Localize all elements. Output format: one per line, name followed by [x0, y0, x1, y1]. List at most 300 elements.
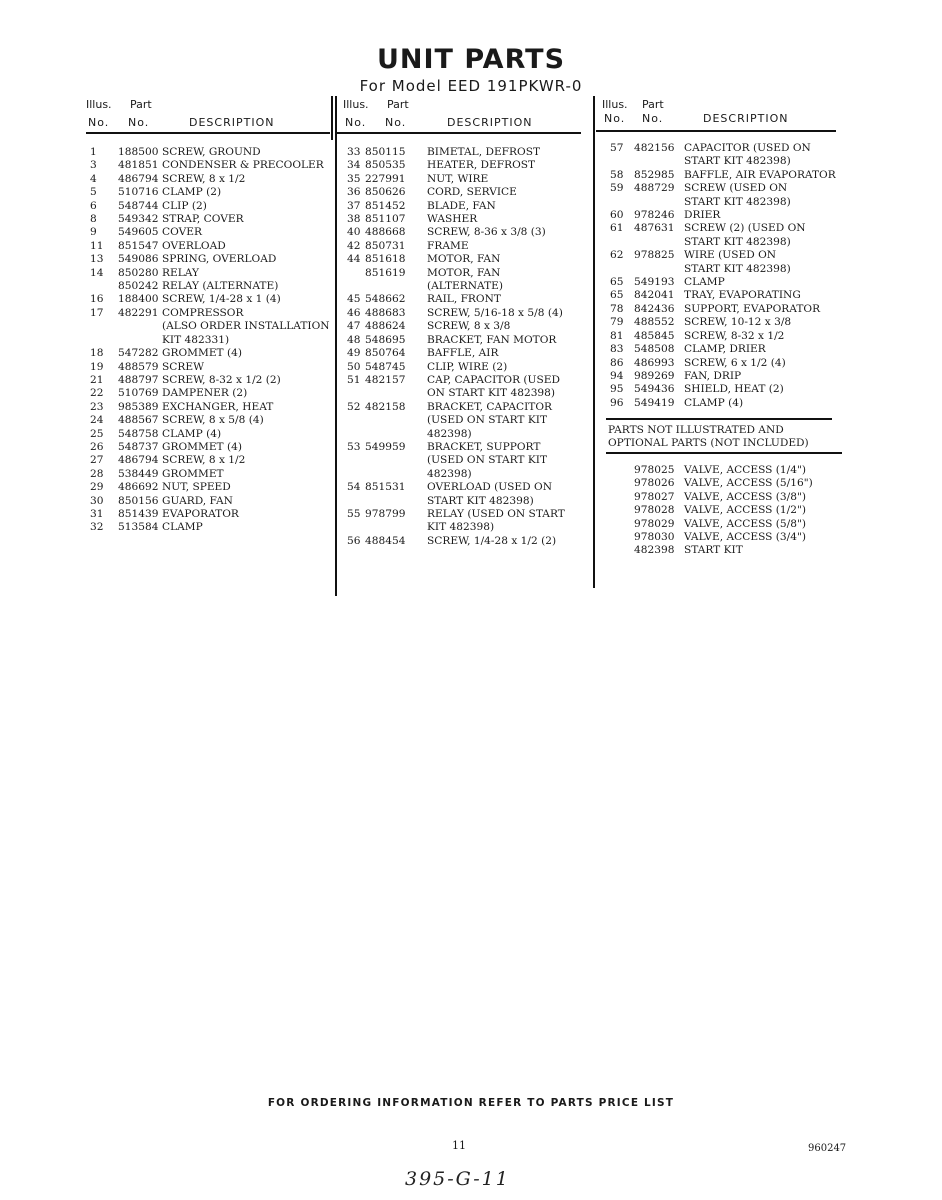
part-description: STRAP, COVER — [162, 213, 244, 226]
part-row — [86, 454, 332, 467]
illus-no-header: No. — [345, 116, 367, 129]
part-description: WASHER — [427, 213, 478, 226]
optional-parts-note: PARTS NOT ILLUSTRATED AND OPTIONAL PARTS (NOT INCLUDED) — [608, 424, 809, 450]
part-number: 851618 — [365, 253, 406, 266]
illus-number: 79 — [610, 316, 624, 329]
part-description: SCREW, 6 x 1/2 (4) — [684, 356, 786, 369]
part-number: 978029 — [634, 517, 675, 530]
illus-number: 17 — [90, 306, 104, 319]
part-row — [343, 481, 583, 508]
part-description: CLIP, WIRE (2) — [427, 360, 508, 373]
column-divider — [335, 96, 337, 596]
part-description: VALVE, ACCESS (3/8") — [684, 490, 806, 503]
optional-note-rule — [606, 452, 842, 454]
part-description: CAP, CAPACITOR (USED ON START KIT 482398) — [427, 373, 560, 400]
column-header — [86, 96, 332, 132]
illus-number: 33 — [347, 146, 361, 158]
illus-number: 34 — [347, 159, 361, 172]
column-header — [343, 96, 583, 132]
part-row — [86, 186, 332, 199]
description-header: DESCRIPTION — [447, 116, 533, 129]
part-number: 851107 — [365, 213, 406, 226]
part-row — [86, 508, 332, 521]
part-description: SCREW, 8 x 3/8 — [427, 320, 511, 333]
parts-column-1 — [86, 96, 332, 534]
part-row — [602, 169, 842, 182]
part-description: DAMPENER (2) — [162, 387, 248, 400]
part-number: 978027 — [634, 490, 675, 503]
part-row — [343, 441, 583, 481]
part-number: 850280 — [118, 266, 159, 279]
illus-number: 53 — [347, 440, 361, 453]
part-row — [343, 240, 583, 253]
part-number: 482156 — [634, 142, 675, 154]
part-row — [343, 146, 583, 159]
part-row — [343, 200, 583, 213]
part-description: BAFFLE, AIR — [427, 347, 499, 360]
part-row — [343, 307, 583, 320]
part-number: 549436 — [634, 383, 675, 396]
parts-rows — [86, 146, 332, 535]
illus-number: 36 — [347, 186, 361, 199]
part-number: 482158 — [365, 400, 406, 413]
part-description: SCREW (USED ON START KIT 482398) — [684, 182, 791, 208]
part-number: 978030 — [634, 531, 675, 544]
part-description: GROMMET (4) — [162, 347, 242, 360]
part-description: SCREW, 8-32 x 1/2 — [684, 329, 785, 342]
part-row — [602, 397, 842, 410]
part-number: 538449 — [118, 467, 159, 480]
part-description: SPRING, OVERLOAD — [162, 253, 277, 266]
illus-number: 23 — [90, 400, 104, 413]
illus-number: 40 — [347, 226, 361, 239]
part-description: FRAME — [427, 239, 469, 252]
part-description: SCREW (2) (USED ON START KIT 482398) — [684, 222, 806, 248]
part-description: VALVE, ACCESS (5/8") — [684, 517, 806, 530]
part-number: 482291 — [118, 306, 159, 319]
parts-rows — [602, 142, 842, 410]
illus-number: 24 — [90, 414, 104, 427]
part-row — [343, 186, 583, 199]
part-number: 851439 — [118, 507, 159, 520]
part-number: 851531 — [365, 481, 406, 494]
part-row — [86, 173, 332, 186]
part-number: 488729 — [634, 182, 675, 195]
part-number: 485845 — [634, 329, 675, 342]
illus-number: 96 — [610, 396, 624, 409]
part-row — [86, 401, 332, 414]
part-row — [343, 159, 583, 172]
part-description: NUT, SPEED — [162, 481, 231, 494]
illus-number: 65 — [610, 276, 624, 289]
part-row — [86, 347, 332, 360]
part-number: 549419 — [634, 396, 675, 409]
part-description: SHIELD, HEAT (2) — [684, 383, 784, 396]
part-number: 486794 — [118, 454, 159, 467]
part-number: 852985 — [634, 168, 675, 181]
illus-number: 52 — [347, 400, 361, 413]
illus-number: 35 — [347, 172, 361, 185]
part-number: 548662 — [365, 293, 406, 306]
part-row — [86, 146, 332, 159]
part-no-header: No. — [385, 116, 407, 129]
illus-number: 38 — [347, 213, 361, 226]
part-number: 486993 — [634, 356, 675, 369]
part-number: 850115 — [365, 146, 406, 158]
illus-number: 83 — [610, 343, 624, 356]
illus-number: 51 — [347, 373, 361, 386]
illus-number: 59 — [610, 182, 624, 195]
parts-rows — [343, 146, 583, 548]
part-no-header: No. — [128, 116, 150, 129]
part-row — [343, 213, 583, 226]
illus-number: 11 — [90, 239, 104, 252]
part-description: SCREW, 10-12 x 3/8 — [684, 316, 792, 329]
part-number: 978025 — [634, 464, 675, 476]
part-row — [602, 276, 842, 289]
optional-part-row — [602, 531, 842, 544]
part-row — [86, 387, 332, 400]
part-header: Part — [642, 98, 664, 111]
illus-number: 27 — [90, 454, 104, 467]
part-number: 978028 — [634, 504, 675, 517]
part-description: SCREW, 8-32 x 1/2 (2) — [162, 373, 281, 386]
part-row — [343, 508, 583, 535]
illus-number: 18 — [90, 347, 104, 360]
part-number: 842436 — [634, 302, 675, 315]
part-description: SCREW, 8 x 1/2 — [162, 454, 246, 467]
part-row — [86, 468, 332, 481]
document-number: 960247 — [808, 1143, 847, 1154]
part-description: SCREW, 1/4-28 x 1/2 (2) — [427, 534, 557, 547]
part-description: GUARD, FAN — [162, 494, 233, 507]
illus-number: 16 — [90, 293, 104, 306]
illus-number: 57 — [610, 142, 624, 154]
illus-number: 46 — [347, 306, 361, 319]
header-rule — [86, 132, 330, 134]
part-number: 487631 — [634, 222, 675, 235]
part-description: CLAMP — [162, 521, 203, 534]
illus-number: 48 — [347, 333, 361, 346]
part-description: OVERLOAD — [162, 239, 226, 252]
part-number: 510716 — [118, 186, 159, 199]
part-row — [343, 374, 583, 401]
part-number: 488552 — [634, 316, 675, 329]
part-description: GROMMET (4) — [162, 440, 242, 453]
part-row — [86, 293, 332, 306]
part-row — [602, 209, 842, 222]
part-number: 548745 — [365, 360, 406, 373]
part-number: 851547 — [118, 239, 159, 252]
part-row — [343, 226, 583, 239]
optional-part-row — [602, 464, 842, 477]
column-header — [602, 96, 842, 132]
illus-number: 5 — [90, 186, 97, 199]
part-description: COVER — [162, 226, 202, 239]
illus-number: 8 — [90, 213, 97, 226]
illus-number: 14 — [90, 266, 104, 279]
page-number: 11 — [452, 1139, 466, 1152]
part-description: RELAY (USED ON START KIT 482398) — [427, 507, 565, 534]
illus-header: Illus. — [86, 98, 112, 111]
header-rule — [335, 132, 581, 134]
illus-number: 47 — [347, 320, 361, 333]
part-row — [86, 428, 332, 441]
part-number: 850731 — [365, 239, 406, 252]
column-divider — [331, 96, 333, 140]
part-row — [86, 253, 332, 266]
part-description: CLAMP (4) — [162, 427, 222, 440]
illus-number: 55 — [347, 507, 361, 520]
illus-number: 25 — [90, 427, 104, 440]
part-description: CLAMP, DRIER — [684, 343, 766, 356]
part-row — [602, 303, 842, 316]
part-row — [602, 343, 842, 356]
parts-column-3 — [602, 96, 842, 557]
part-row — [343, 320, 583, 333]
optional-part-row — [602, 518, 842, 531]
illus-number: 9 — [90, 226, 97, 239]
part-description: RELAY (ALTERNATE) — [162, 280, 279, 293]
description-header: DESCRIPTION — [703, 112, 789, 125]
illus-number: 62 — [610, 249, 624, 262]
part-description: EVAPORATOR — [162, 507, 239, 520]
illus-no-header: No. — [604, 112, 626, 125]
part-description: BLADE, FAN — [427, 199, 496, 212]
part-number: 989269 — [634, 369, 675, 382]
part-description: BRACKET, FAN MOTOR — [427, 333, 557, 346]
part-number: 488797 — [118, 373, 159, 386]
part-description: HEATER, DEFROST — [427, 159, 536, 172]
parts-column-2 — [343, 96, 583, 547]
illus-number: 81 — [610, 329, 624, 342]
part-number: 549086 — [118, 253, 159, 266]
part-number: 549959 — [365, 440, 406, 453]
part-row — [86, 441, 332, 454]
part-number: 842041 — [634, 289, 675, 302]
part-row — [602, 182, 842, 209]
part-description: CLIP (2) — [162, 199, 207, 212]
part-description: BIMETAL, DEFROST — [427, 146, 541, 158]
part-row — [343, 361, 583, 374]
part-number: 548737 — [118, 440, 159, 453]
part-number: 548758 — [118, 427, 159, 440]
part-description: CLAMP (4) — [684, 396, 744, 409]
part-number: 481851 — [118, 159, 159, 172]
part-number: 549605 — [118, 226, 159, 239]
part-description: SCREW, 5/16-18 x 5/8 (4) — [427, 306, 563, 319]
part-description: RAIL, FRONT — [427, 293, 501, 306]
part-description: RELAY — [162, 266, 199, 279]
part-row — [86, 521, 332, 534]
illus-number: 26 — [90, 440, 104, 453]
part-description: SCREW, 1/4-28 x 1 (4) — [162, 293, 281, 306]
part-description: CAPACITOR (USED ON START KIT 482398) — [684, 142, 811, 168]
illus-number: 56 — [347, 534, 361, 547]
part-number: 548508 — [634, 343, 675, 356]
part-number: 850535 — [365, 159, 406, 172]
illus-number: 22 — [90, 387, 104, 400]
part-number: 488683 — [365, 306, 406, 319]
part-description: VALVE, ACCESS (1/2") — [684, 504, 806, 517]
part-row — [86, 374, 332, 387]
part-description: VALVE, ACCESS (5/16") — [684, 477, 813, 490]
part-description: SCREW, GROUND — [162, 146, 261, 158]
illus-number: 60 — [610, 209, 624, 222]
part-row — [86, 226, 332, 239]
part-description: BAFFLE, AIR EVAPORATOR — [684, 168, 836, 181]
part-row — [602, 222, 842, 249]
part-description: GROMMET — [162, 467, 224, 480]
part-row — [602, 142, 842, 169]
illus-number: 6 — [90, 199, 97, 212]
part-row — [602, 316, 842, 329]
part-number: 227991 — [365, 172, 406, 185]
part-row — [86, 414, 332, 427]
part-row — [343, 293, 583, 306]
part-number: 488668 — [365, 226, 406, 239]
part-number: 850626 — [365, 186, 406, 199]
illus-number: 4 — [90, 172, 97, 185]
part-number: 188500 — [118, 146, 159, 158]
part-number: 549342 — [118, 213, 159, 226]
part-number: 850242 — [118, 280, 159, 293]
illus-header: Illus. — [343, 98, 369, 111]
description-header: DESCRIPTION — [189, 116, 275, 129]
part-number: 488454 — [365, 534, 406, 547]
part-row — [86, 280, 332, 293]
illus-number: 31 — [90, 507, 104, 520]
part-description: DRIER — [684, 209, 721, 222]
illus-number: 49 — [347, 347, 361, 360]
part-row — [86, 240, 332, 253]
illus-number: 78 — [610, 302, 624, 315]
model-subtitle: For Model EED 191PKWR-0 — [359, 77, 583, 95]
part-number: 482398 — [634, 544, 675, 557]
illus-number: 30 — [90, 494, 104, 507]
part-number: 510769 — [118, 387, 159, 400]
illus-number: 13 — [90, 253, 104, 266]
part-row — [343, 267, 583, 294]
part-number: 985389 — [118, 400, 159, 413]
illus-number: 86 — [610, 356, 624, 369]
illus-number: 21 — [90, 373, 104, 386]
part-description: BRACKET, CAPACITOR (USED ON START KIT 482398) — [427, 400, 552, 440]
illus-number: 3 — [90, 159, 97, 172]
illus-no-header: No. — [88, 116, 110, 129]
part-description: MOTOR, FAN (ALTERNATE) — [427, 266, 504, 293]
illus-number: 95 — [610, 383, 624, 396]
part-description: CLAMP — [684, 276, 725, 289]
illus-number: 54 — [347, 481, 361, 494]
handwritten-note: 395-G-11 — [405, 1168, 510, 1190]
optional-part-row — [602, 544, 842, 557]
part-description: SCREW — [162, 360, 204, 373]
part-number: 482157 — [365, 373, 406, 386]
part-description: BRACKET, SUPPORT (USED ON START KIT 482398) — [427, 440, 548, 480]
part-row — [343, 535, 583, 548]
part-description: CLAMP (2) — [162, 186, 222, 199]
optional-parts-rows — [602, 464, 842, 558]
part-row — [602, 330, 842, 343]
header-rule — [596, 130, 836, 132]
part-number: 851452 — [365, 199, 406, 212]
part-number: 978799 — [365, 507, 406, 520]
illus-number: 1 — [90, 146, 97, 158]
part-description: CORD, SERVICE — [427, 186, 517, 199]
part-row — [86, 361, 332, 374]
part-row — [86, 267, 332, 280]
part-no-header: No. — [642, 112, 664, 125]
part-description: NUT, WIRE — [427, 172, 489, 185]
part-description: VALVE, ACCESS (1/4") — [684, 464, 806, 476]
part-description: START KIT — [684, 544, 743, 557]
part-number: 850156 — [118, 494, 159, 507]
illus-number: 28 — [90, 467, 104, 480]
part-description: TRAY, EVAPORATING — [684, 289, 801, 302]
illus-number: 29 — [90, 481, 104, 494]
part-row — [602, 357, 842, 370]
part-row — [602, 289, 842, 302]
part-row — [343, 334, 583, 347]
part-row — [343, 401, 583, 441]
part-header: Part — [130, 98, 152, 111]
part-row — [86, 213, 332, 226]
part-row — [343, 347, 583, 360]
part-description: OVERLOAD (USED ON START KIT 482398) — [427, 481, 552, 507]
illus-number: 44 — [347, 253, 361, 266]
illus-number: 65 — [610, 289, 624, 302]
illus-number: 32 — [90, 521, 104, 534]
column-divider — [593, 96, 595, 588]
part-row — [602, 370, 842, 383]
part-description: SUPPORT, EVAPORATOR — [684, 302, 821, 315]
part-row — [86, 307, 332, 347]
part-description: EXCHANGER, HEAT — [162, 400, 274, 413]
illus-number: 50 — [347, 360, 361, 373]
part-number: 488624 — [365, 320, 406, 333]
illus-number: 61 — [610, 222, 624, 235]
part-row — [86, 481, 332, 494]
optional-part-row — [602, 504, 842, 517]
part-number: 851619 — [365, 266, 406, 279]
part-header: Part — [387, 98, 409, 111]
part-number: 513584 — [118, 521, 159, 534]
illus-number: 19 — [90, 360, 104, 373]
part-description: SCREW, 8 x 5/8 (4) — [162, 414, 264, 427]
part-number: 978825 — [634, 249, 675, 262]
part-description: SCREW, 8-36 x 3/8 (3) — [427, 226, 546, 239]
part-description: WIRE (USED ON START KIT 482398) — [684, 249, 791, 275]
part-description: CONDENSER & PRECOOLER — [162, 159, 324, 172]
part-row — [602, 383, 842, 396]
part-number: 188400 — [118, 293, 159, 306]
optional-part-row — [602, 491, 842, 504]
part-number: 486692 — [118, 481, 159, 494]
part-description: VALVE, ACCESS (3/4") — [684, 531, 806, 544]
part-number: 547282 — [118, 347, 159, 360]
part-description: COMPRESSOR (ALSO ORDER INSTALLATION KIT 482331) — [162, 306, 330, 346]
part-row — [602, 249, 842, 276]
illus-number: 37 — [347, 199, 361, 212]
part-number: 486794 — [118, 172, 159, 185]
part-number: 548744 — [118, 199, 159, 212]
part-description: FAN, DRIP — [684, 369, 742, 382]
illus-header: Illus. — [602, 98, 628, 111]
illus-number: 94 — [610, 369, 624, 382]
ordering-footer: FOR ORDERING INFORMATION REFER TO PARTS PRICE LIST — [267, 1097, 675, 1109]
page-title: UNIT PARTS — [376, 44, 566, 75]
